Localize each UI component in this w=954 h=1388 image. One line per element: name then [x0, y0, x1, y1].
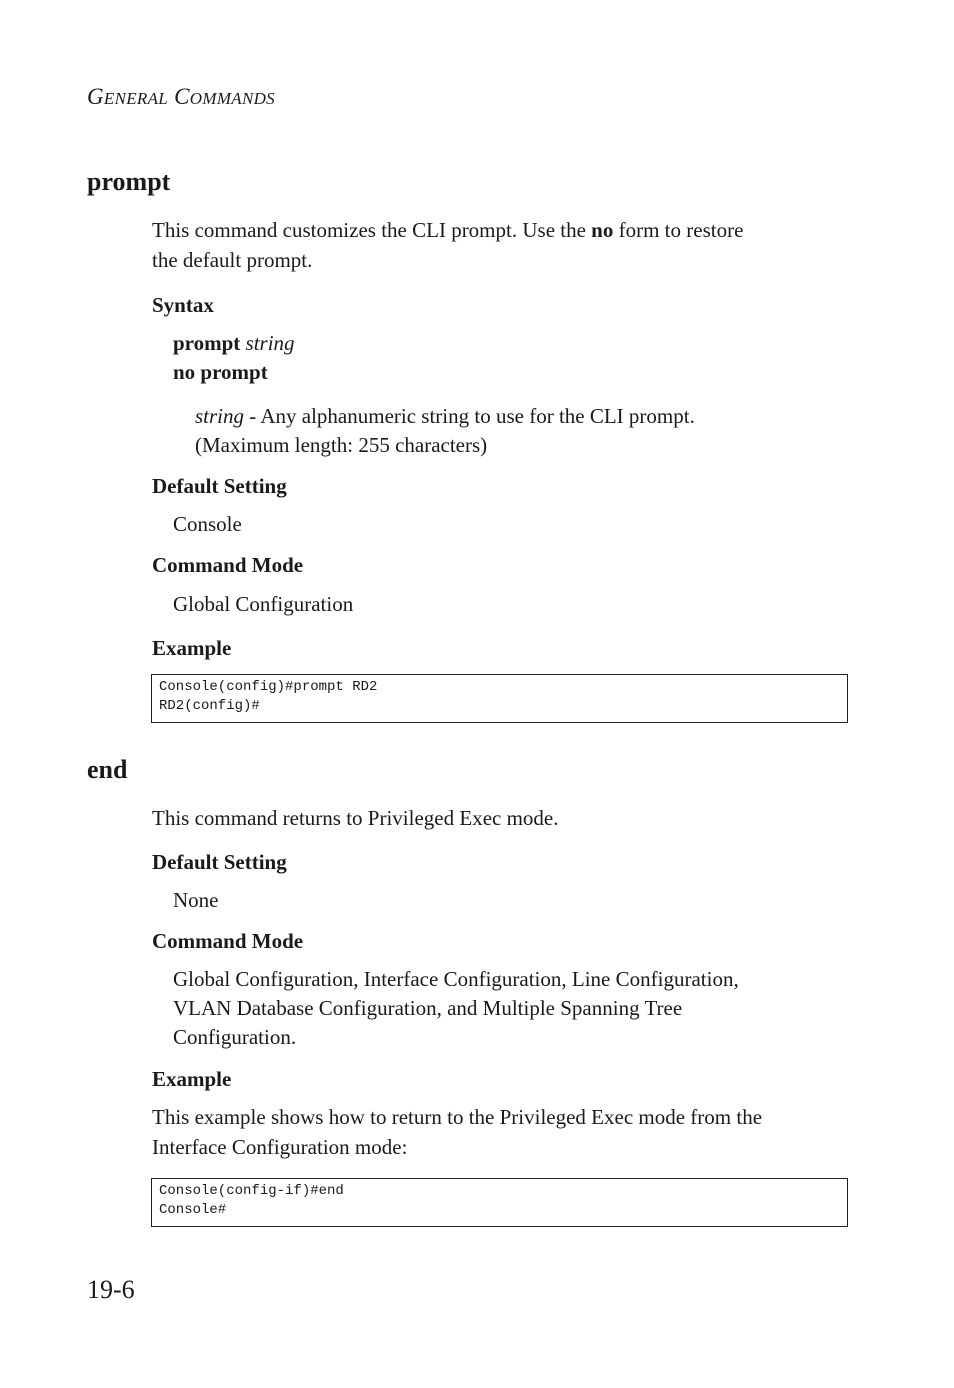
prompt-mode-heading: Command Mode: [152, 553, 304, 577]
code-line: Console(config)#prompt RD2: [159, 679, 378, 695]
prompt-description-line2: the default prompt.: [152, 248, 313, 272]
header-smallcaps-general: ENERAL: [103, 89, 169, 108]
prompt-description-line1: [152, 215, 743, 245]
end-mode-heading: Command Mode: [152, 929, 304, 953]
end-example-heading: Example: [152, 1067, 232, 1091]
prompt-default-value: Console: [173, 512, 242, 536]
prompt-desc-text-end: form to restore: [613, 218, 744, 242]
syntax-line1: [173, 328, 295, 358]
prompt-default-heading: Default Setting: [152, 474, 287, 498]
syntax-heading: Syntax: [152, 293, 214, 317]
end-mode-line2: VLAN Database Configuration, and Multiple Spanning Tree: [173, 996, 683, 1020]
prompt-example-heading: Example: [152, 636, 232, 660]
header-smallcaps-commands: OMMANDS: [189, 89, 275, 108]
end-mode-line3: Configuration.: [173, 1025, 297, 1049]
prompt-mode-value: Global Configuration: [173, 592, 354, 616]
prompt-desc-no-keyword: no: [591, 218, 614, 242]
header-initial-c: C: [174, 84, 190, 109]
param-desc: - Any alphanumeric string to use for the CLI prompt.: [244, 404, 695, 428]
end-section-title: end: [87, 755, 128, 784]
syntax-command-no-prompt: no prompt: [173, 360, 268, 384]
prompt-section-title: prompt: [87, 167, 171, 196]
prompt-desc-text: This command customizes the CLI prompt. Use the: [152, 218, 592, 242]
syntax-param-string: string: [245, 331, 295, 355]
end-default-value: None: [173, 888, 219, 912]
param-description-line1: [195, 401, 695, 431]
syntax-command-prompt: prompt: [173, 331, 241, 355]
code-line: Console#: [159, 1202, 227, 1218]
param-description-line2: (Maximum length: 255 characters): [195, 433, 488, 457]
page-number: 19-6: [87, 1275, 135, 1304]
end-default-heading: Default Setting: [152, 850, 287, 874]
header-initial-g: G: [87, 84, 104, 109]
end-example-code-box: [151, 1178, 848, 1227]
prompt-example-code-box: [151, 674, 848, 723]
code-line: Console(config-if)#end: [159, 1183, 344, 1199]
end-example-line2: Interface Configuration mode:: [152, 1135, 408, 1159]
end-mode-line1: Global Configuration, Interface Configuration, Line Configuration,: [173, 967, 739, 991]
running-header: [87, 84, 275, 110]
code-line: RD2(config)#: [159, 698, 260, 714]
param-name: string: [195, 404, 245, 428]
end-description: This command returns to Privileged Exec mode.: [152, 806, 559, 830]
end-example-line1: This example shows how to return to the Privileged Exec mode from the: [152, 1105, 763, 1129]
